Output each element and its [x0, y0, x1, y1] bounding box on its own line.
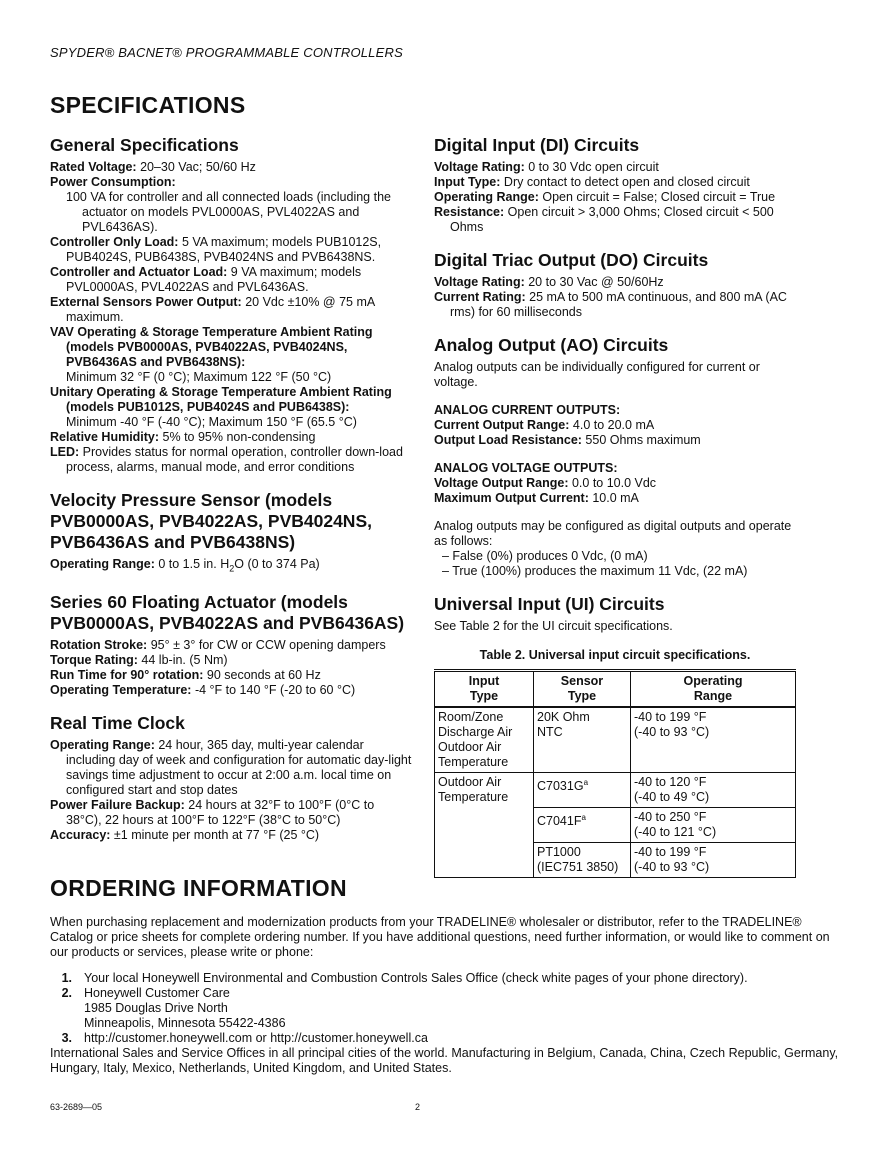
ordering-closing: International Sales and Service Offices in all principal cities of the world. Manufacturing in Belgium, Canada, China, Czech Republic, Germany, Hungary, Italy, Mexico, Netherlands, United Kingdom, and United States.	[50, 1046, 839, 1075]
unitary-temperature-value: Minimum -40 °F (-40 °C); Maximum 150 °F (65.5 °C)	[66, 415, 357, 429]
accuracy-spec: Accuracy: ±1 minute per month at 77 °F (25 °C)	[50, 827, 320, 842]
analog-output-title: Analog Output (AO) Circuits	[434, 335, 669, 355]
unitary-temperature-label: Unitary Operating & Storage Temperature Ambient Rating (models PUB1012S, PUB4024S and PUB6438S):	[50, 385, 392, 414]
di-resistance-spec: Resistance: Open circuit > 3,000 Ohms; Closed circuit < 500 Ohms	[434, 205, 774, 234]
operating-temperature-spec: Operating Temperature: -4 °F to 140 °F (-20 to 60 °C)	[50, 682, 356, 697]
header-operating-range: Operating Range	[631, 671, 796, 708]
cell-sensor-type: PT1000 (IEC751 3850)	[534, 843, 631, 878]
list-text: Honeywell Customer Care 1985 Douglas Drive North Minneapolis, Minnesota 55422-4386	[84, 986, 286, 1030]
vav-temperature-value: Minimum 32 °F (0 °C); Maximum 122 °F (50 °C)	[66, 370, 332, 384]
running-header: SPYDER® BACNET® PROGRAMMABLE CONTROLLERS	[50, 45, 403, 60]
cell-operating-range: -40 to 120 °F (-40 to 49 °C)	[631, 773, 796, 808]
honeywell-links[interactable]: http://customer.honeywell.com or http://customer.honeywell.ca	[84, 1031, 428, 1045]
external-sensors-power-spec: External Sensors Power Output: 20 Vdc ±10% @ 75 mA maximum.	[50, 295, 375, 324]
analog-output-section	[434, 335, 796, 579]
ao-false-line: – False (0%) produces 0 Vdc, (0 mA)	[442, 549, 648, 563]
analog-voltage-heading: ANALOG VOLTAGE OUTPUTS:	[434, 461, 618, 475]
universal-input-title: Universal Input (UI) Circuits	[434, 594, 665, 614]
digital-input-title: Digital Input (DI) Circuits	[434, 135, 640, 155]
cell-input-type: Outdoor Air Temperature	[435, 773, 534, 878]
power-failure-backup-spec: Power Failure Backup: 24 hours at 32°F to 100°F (0°C to 38°C), 22 hours at 100°F to 122°F (38°C to 50°C)	[50, 797, 375, 827]
right-column	[434, 135, 796, 893]
ordering-information-title: ORDERING INFORMATION	[50, 875, 347, 901]
power-consumption-value: 100 VA for controller and all connected loads (including the actuator on models PVL0000AS, PVL4022AS and PVL6436AS).	[66, 190, 391, 234]
table-row	[435, 707, 796, 773]
controller-only-load-spec: Controller Only Load: 5 VA maximum; models PUB1012S, PUB4024S, PUB6438S, PVB4024NS and PVB6438NS.	[50, 235, 382, 264]
list-item	[50, 1031, 840, 1046]
table-row	[435, 773, 796, 808]
cell-sensor-type: $C7041F^a$	[534, 808, 631, 843]
ordering-intro: When purchasing replacement and modernization products from your TRADELINE® wholesaler or distributor, refer to the TRADELINE® Catalog or price sheets for complete ordering number. If you have additional questions, need further information, or would like to comment on our products or services, please write or phone:	[50, 915, 830, 959]
list-number: 3.	[61, 1031, 72, 1045]
analog-current-heading: ANALOG CURRENT OUTPUTS:	[434, 403, 621, 417]
ui-intro: See Table 2 for the UI circuit specifications.	[434, 619, 673, 633]
run-time-spec: Run Time for 90° rotation: 90 seconds at 60 Hz	[50, 667, 321, 682]
controller-actuator-load-spec: Controller and Actuator Load: 9 VA maximum; models PVL0000AS, PVL4022AS and PVL6436AS.	[50, 265, 362, 294]
rated-voltage-spec: Rated Voltage: 20–30 Vac; 50/60 Hz	[50, 160, 256, 174]
output-load-resistance-spec: Output Load Resistance: 550 Ohms maximum	[434, 433, 701, 447]
do-voltage-rating-spec: Voltage Rating: 20 to 30 Vac @ 50/60Hz	[434, 275, 664, 289]
list-text: Your local Honeywell Environmental and Combustion Controls Sales Office (check white pages of your phone directory).	[84, 971, 748, 985]
di-operating-range-spec: Operating Range: Open circuit = False; Closed circuit = True	[434, 190, 776, 204]
universal-input-section	[434, 594, 796, 878]
maximum-output-current-spec: Maximum Output Current: 10.0 mA	[434, 491, 639, 505]
cell-operating-range: -40 to 250 °F (-40 to 121 °C)	[631, 808, 796, 843]
relative-humidity-spec: Relative Humidity: 5% to 95% non-condensing	[50, 430, 316, 444]
universal-input-table	[434, 669, 796, 878]
general-specifications-section	[50, 135, 412, 475]
real-time-clock-section	[50, 713, 412, 843]
cell-sensor-type: 20K Ohm NTC	[534, 707, 631, 773]
list-item	[50, 971, 840, 986]
velocity-pressure-title: Velocity Pressure Sensor (models PVB0000AS, PVB4022AS, PVB4024NS, PVB6436AS and PVB6438NS)	[50, 490, 372, 552]
digital-input-section	[434, 135, 796, 235]
velocity-operating-range-spec: Operating Range: 0 to 1.5 in. $H_2O$ (0 to 374 Pa)	[50, 557, 320, 574]
ao-intro: Analog outputs can be individually configured for current or voltage.	[434, 360, 760, 389]
di-voltage-rating-spec: Voltage Rating: 0 to 30 Vdc open circuit	[434, 160, 659, 174]
power-consumption-label: Power Consumption:	[50, 175, 176, 189]
page-number: 2	[415, 1102, 421, 1112]
ao-true-line: – True (100%) produces the maximum 11 Vdc, (22 mA)	[442, 564, 748, 578]
vav-temperature-label: VAV Operating & Storage Temperature Ambient Rating (models PVB0000AS, PVB4022AS, PVB4024NS, PVB6436AS and PVB6438NS):	[50, 325, 373, 369]
ao-digital-intro: Analog outputs may be configured as digital outputs and operate as follows:	[434, 519, 792, 548]
di-input-type-spec: Input Type: Dry contact to detect open and closed circuit	[434, 175, 750, 189]
header-input-type: Input Type	[435, 671, 534, 708]
floating-actuator-title: Series 60 Floating Actuator (models PVB0000AS, PVB4022AS and PVB6436AS)	[50, 591, 405, 633]
general-specifications-title: General Specifications	[50, 135, 239, 155]
rtc-operating-range-spec: Operating Range: 24 hour, 365 day, multi-year calendar including day of week and configuration for automatic day-light savings time adjustment to occur at 2:00 a.m. local time on configured start and stop dates	[50, 737, 412, 797]
cell-input-type: Room/Zone Discharge Air Outdoor Air Temperature	[435, 707, 534, 773]
led-spec: LED: Provides status for normal operation, controller down-load process, alarms, manual mode, and error conditions	[50, 445, 403, 474]
list-number: 1.	[61, 971, 72, 985]
ordering-list	[50, 971, 840, 1046]
specifications-title: SPECIFICATIONS	[50, 92, 246, 118]
left-column	[50, 135, 412, 858]
list-item	[50, 986, 840, 1031]
digital-triac-output-title: Digital Triac Output (DO) Circuits	[434, 250, 709, 270]
table-header-row	[435, 671, 796, 708]
voltage-output-range-spec: Voltage Output Range: 0.0 to 10.0 Vdc	[434, 476, 657, 490]
cell-sensor-type: $C7031G^a$	[534, 773, 631, 808]
digital-triac-output-section	[434, 250, 796, 320]
ordering-information-section	[50, 915, 840, 1076]
rotation-stroke-spec: Rotation Stroke: 95° ± 3° for CW or CCW opening dampers	[50, 637, 386, 652]
velocity-pressure-section	[50, 490, 412, 577]
header-sensor-type: Sensor Type	[534, 671, 631, 708]
document-number: 63-2689—05	[50, 1102, 103, 1112]
current-output-range-spec: Current Output Range: 4.0 to 20.0 mA	[434, 418, 655, 432]
cell-operating-range: -40 to 199 °F (-40 to 93 °C)	[631, 707, 796, 773]
real-time-clock-title: Real Time Clock	[50, 712, 185, 733]
do-current-rating-spec: Current Rating: 25 mA to 500 mA continuous, and 800 mA (AC rms) for 60 milliseconds	[434, 290, 787, 319]
list-number: 2.	[61, 986, 72, 1000]
table-2-title: Table 2. Universal input circuit specifications.	[479, 648, 751, 662]
floating-actuator-section	[50, 592, 412, 698]
torque-rating-spec: Torque Rating: 44 lb-in. (5 Nm)	[50, 652, 228, 667]
cell-operating-range: -40 to 199 °F (-40 to 93 °C)	[631, 843, 796, 878]
